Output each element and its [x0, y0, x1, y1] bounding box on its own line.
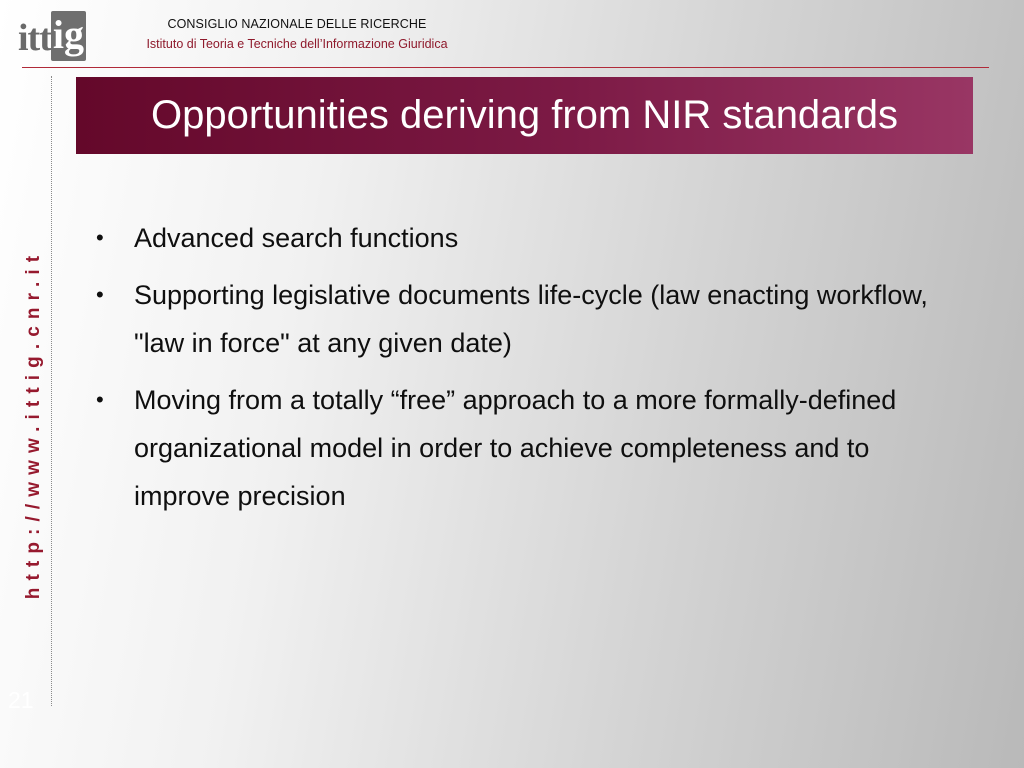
logo-text-itt: itt — [18, 17, 51, 59]
bullet-icon: • — [96, 282, 104, 307]
header-divider — [22, 67, 989, 68]
title-banner — [76, 77, 973, 154]
bullet-text: Supporting legislative documents life-cycle (law enacting workflow, "law in force" at any given date) — [134, 280, 928, 358]
bullet-item — [96, 214, 956, 262]
left-dotted-divider — [51, 76, 52, 706]
institute-name: Istituto di Teoria e Tecniche dell’Informazione Giuridica — [146, 37, 448, 51]
bullet-item — [96, 271, 956, 367]
bullet-text: Advanced search functions — [134, 223, 459, 253]
organization-name: CONSIGLIO NAZIONALE DELLE RICERCHE — [167, 17, 427, 31]
slide-number: 21 — [8, 687, 34, 713]
bullet-item — [96, 376, 956, 520]
bullet-icon: • — [96, 225, 104, 250]
slide-title: Opportunities deriving from NIR standards — [151, 93, 898, 137]
bullet-list — [96, 214, 956, 529]
bullet-icon: • — [96, 387, 104, 412]
ittig-logo — [18, 11, 86, 63]
website-url: http://www.ittig.cnr.it — [23, 248, 44, 600]
bullet-text: Moving from a totally “free” approach to a more formally-defined organizational model in order to achieve completeness and to improve precision — [134, 385, 897, 511]
logo-text-ig: ig — [51, 11, 86, 61]
